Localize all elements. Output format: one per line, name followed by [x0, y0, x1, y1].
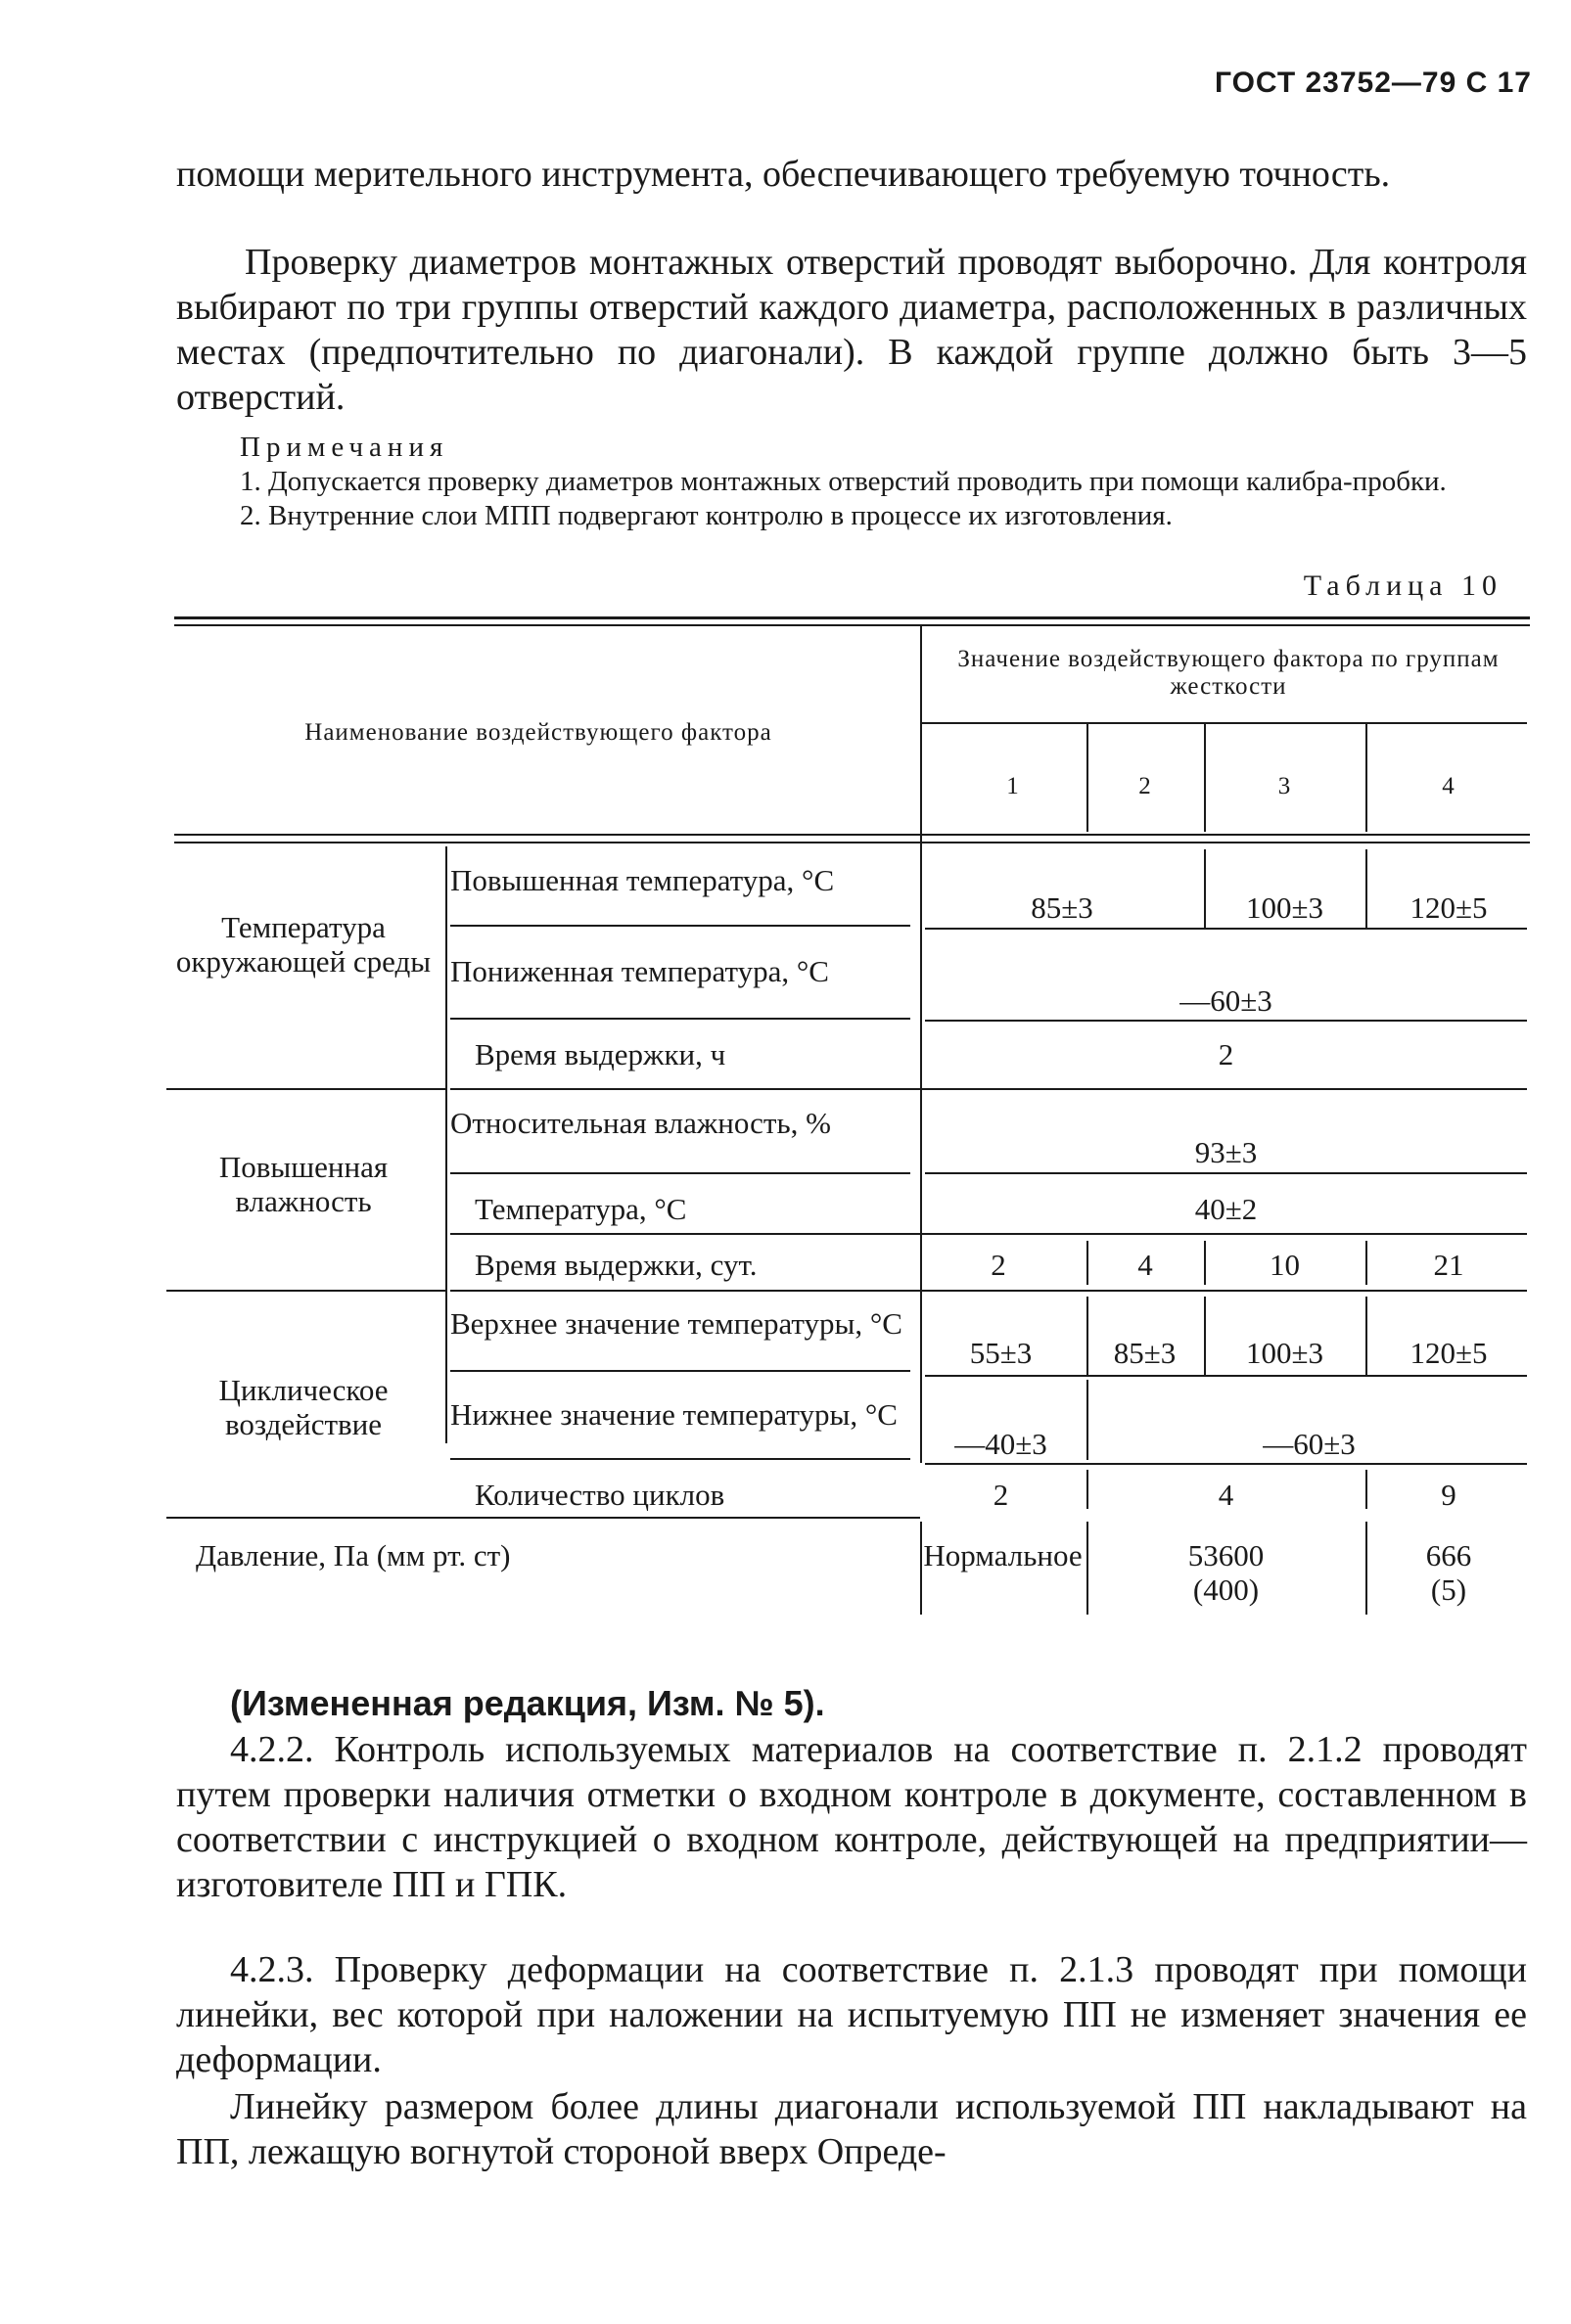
row-humidity-value: 93±3	[1194, 1135, 1258, 1169]
row-pressure-v1: Нормальное	[923, 1538, 1083, 1572]
row-pressure-v23a: 53600	[1187, 1538, 1265, 1572]
header-factor: Наименование воздействующего фактора	[304, 719, 772, 746]
paragraph-4-2-2: 4.2.2. Контроль используемых материалов на соответствие п. 2.1.2 проводят путем проверки наличия отметки о входном контроле в документе, составленном в соответствии с инструкцией о входном контроле, действующей на предприятии—изготовителе ПП и ГПК.	[176, 1729, 1527, 1905]
paragraph-ruler: Линейку размером более длины диагонали используемой ПП накладывают на ПП, лежащую вогнутой стороной вверх Опреде-	[176, 2086, 1527, 2172]
row-pressure-v4a: 666	[1425, 1538, 1472, 1572]
row-hold-time-days-v3: 10	[1270, 1248, 1300, 1282]
row-cycles-v4: 9	[1441, 1478, 1456, 1512]
note-2: 2. Внутренние слои МПП подвергают контролю в процессе их изготовления.	[240, 500, 1173, 531]
edit-note: (Измененная редакция, Изм. № 5).	[230, 1683, 825, 1723]
notes-block	[176, 431, 1547, 533]
group-temperature: Температура окружающей среды	[175, 910, 432, 979]
group-4: 4	[1442, 773, 1455, 799]
row-low-temp-label: Пониженная температура, °С	[450, 954, 829, 988]
row-lower-temp-label: Нижнее значение температуры, °С	[450, 1397, 898, 1432]
notes-title: Примечания	[240, 432, 449, 463]
row-lower-temp-v1: —40±3	[954, 1427, 1047, 1461]
row-cycles-label: Количество циклов	[475, 1478, 725, 1512]
row-pressure-v23b: (400)	[1192, 1572, 1260, 1607]
row-high-temp-v12: 85±3	[1031, 890, 1093, 925]
group-humidity: Повышенная влажность	[218, 1150, 389, 1218]
row-upper-temp-v3: 100±3	[1245, 1336, 1323, 1370]
row-high-temp-v3: 100±3	[1245, 890, 1323, 925]
row-lower-temp-v234: —60±3	[1263, 1427, 1356, 1461]
group-1: 1	[1006, 773, 1020, 799]
row-high-temp-label: Повышенная температура, °С	[450, 863, 835, 897]
row-pressure-v4b: (5)	[1430, 1572, 1467, 1607]
row-hold-time-h-label: Время выдержки, ч	[475, 1037, 726, 1071]
table-caption: Таблица 10	[1303, 570, 1502, 602]
paragraph-hole-check: Проверку диаметров монтажных отверстий проводят выборочно. Для контроля выбирают по три группы отверстий каждого диаметра, расположенных в различных местах (предпочтительно по диагонали). В каждой группе должно быть 3—5 отверстий.	[176, 242, 1527, 418]
row-hold-time-days-v4: 21	[1433, 1248, 1464, 1282]
row-low-temp-value: —60±3	[1179, 983, 1272, 1018]
row-cycles-v1: 2	[993, 1478, 1009, 1512]
row-high-temp-v4: 120±5	[1409, 890, 1488, 925]
row-cycles-v23: 4	[1218, 1478, 1234, 1512]
group-2: 2	[1138, 773, 1152, 799]
table-10	[166, 607, 1532, 1673]
row-hold-time-days-v1: 2	[991, 1248, 1006, 1282]
header-value: Значение воздействующего фактора по группам жесткости	[957, 646, 1500, 700]
row-upper-temp-v2: 85±3	[1113, 1336, 1177, 1370]
row-humidity-label: Относительная влажность, %	[450, 1106, 831, 1140]
paragraph-4-2-3: 4.2.3. Проверку деформации на соответствие п. 2.1.3 проводят при помощи линейки, вес которой при наложении на испытуемую ПП не изменяет значения ее деформации.	[176, 1949, 1527, 2080]
row-upper-temp-v4: 120±5	[1409, 1336, 1488, 1370]
page-header: ГОСТ 23752—79 С 17	[1214, 67, 1532, 99]
group-3: 3	[1277, 773, 1292, 799]
row-upper-temp-v1: 55±3	[969, 1336, 1033, 1370]
row-hold-time-days-v2: 4	[1137, 1248, 1153, 1282]
row-upper-temp-label: Верхнее значение температуры, °С	[450, 1306, 902, 1341]
row-temperature-value: 40±2	[1194, 1192, 1258, 1226]
group-cyclic: Циклическое воздействие	[218, 1373, 389, 1441]
row-pressure-label: Давление, Па (мм рт. ст)	[196, 1538, 511, 1572]
row-hold-time-days-label: Время выдержки, сут.	[475, 1248, 758, 1282]
note-1: 1. Допускается проверку диаметров монтажных отверстий проводить при помощи калибра-пробки.	[240, 466, 1447, 497]
row-temperature-label: Температура, °С	[475, 1192, 687, 1226]
paragraph-continuation: помощи мерительного инструмента, обеспечивающего требуемую точность.	[176, 154, 1391, 195]
row-hold-time-h-value: 2	[1218, 1037, 1234, 1071]
